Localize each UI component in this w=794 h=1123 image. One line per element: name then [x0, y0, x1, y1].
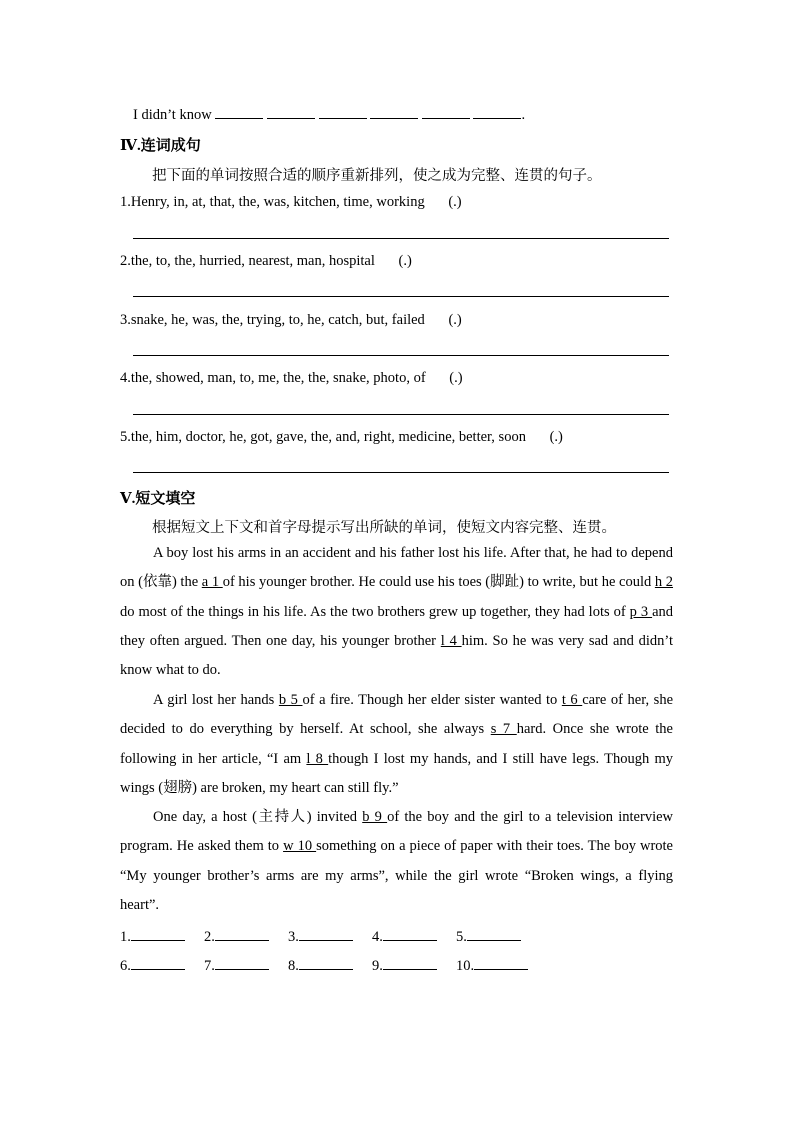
passage-paragraph-1 [120, 539, 673, 685]
intro-prefix: I didn’t know [133, 107, 212, 123]
p2-text-4: hard. Once she wrote the following in her article, “I am [120, 721, 673, 767]
p2-text-3: care of her, she decided to do everything by herself. At school, she always [120, 692, 673, 738]
question-2-text: 2.the, to, the, hurried, nearest, man, hospital [120, 253, 375, 269]
blank-7[interactable]: s 7 [490, 721, 517, 738]
blank-4[interactable]: l 4 [440, 632, 462, 649]
answer-label: 7. [204, 958, 215, 974]
blank-6[interactable]: t 6 [561, 692, 583, 708]
answer-5 [456, 928, 521, 946]
blank-1[interactable]: a 1 [201, 574, 223, 591]
question-1-end: (.) [448, 194, 462, 210]
p1-text-5: him. So he was very sad and didn’t know what to do. [120, 632, 674, 679]
question-5-end: (.) [549, 429, 563, 445]
answer-4 [372, 928, 437, 946]
p1-text-2: of his younger brother. He could use his toes (脚趾) to write, but he could [222, 574, 655, 591]
p1-text-3: do most of the things in his life. As the two brothers grew up together, they had lots of [120, 603, 630, 620]
answer-input-2[interactable] [215, 928, 269, 941]
answer-line-1[interactable] [133, 238, 669, 239]
answer-line-4[interactable] [133, 414, 669, 415]
answer-label: 4. [372, 929, 383, 945]
answer-1 [120, 928, 185, 946]
blank-2[interactable]: h 2 [654, 574, 674, 591]
p2-text-5: though I lost my hands, and I still have legs. Though my wings (翅膀) are broken, my heart can still fly.” [120, 750, 673, 796]
p3-text-1: One day, a host (主持人) invited [153, 809, 363, 825]
section4-title: Ⅳ.连词成句 [120, 138, 201, 154]
p2-text-1: A girl lost her hands [153, 692, 279, 708]
intro-blank-2[interactable] [267, 106, 315, 119]
blank-8[interactable]: l 8 [306, 750, 329, 767]
blank-5[interactable]: b 5 [278, 692, 303, 708]
intro-line [133, 106, 525, 124]
answer-7 [204, 957, 269, 975]
answer-3 [288, 928, 353, 946]
answer-2 [204, 928, 269, 946]
answer-label: 6. [120, 958, 131, 974]
intro-blank-4[interactable] [370, 106, 418, 119]
question-4-text: 4.the, showed, man, to, me, the, the, snake, photo, of [120, 370, 426, 386]
p1-text-1: A boy lost his arms in an accident and his father lost his life. After that, he had to depend on (依靠) the [120, 545, 673, 591]
intro-blank-3[interactable] [319, 106, 367, 119]
blank-3[interactable]: p 3 [629, 603, 653, 620]
intro-blank-5[interactable] [422, 106, 470, 119]
question-1-text: 1.Henry, in, at, that, the, was, kitchen, time, working [120, 194, 425, 210]
question-2 [120, 253, 412, 270]
answer-label: 8. [288, 958, 299, 974]
question-4-end: (.) [449, 370, 463, 386]
answer-input-7[interactable] [215, 957, 269, 970]
answer-label: 3. [288, 929, 299, 945]
answer-input-10[interactable] [474, 957, 528, 970]
answer-input-1[interactable] [131, 928, 185, 941]
answer-input-8[interactable] [299, 957, 353, 970]
question-5 [120, 429, 563, 446]
section5-instruction: 根据短文上下文和首字母提示写出所缺的单词，使短文内容完整、连贯。 [152, 520, 616, 536]
p1-text-4: and they often argued. Then one day, his younger brother [120, 603, 674, 649]
passage-paragraph-2 [120, 686, 673, 803]
p3-text-2: of the boy and the girl to a television interview program. He asked them to [120, 809, 674, 855]
answer-6 [120, 957, 185, 975]
answer-input-6[interactable] [131, 957, 185, 970]
question-4 [120, 370, 463, 387]
p2-text-2: of a fire. Though her elder sister wanted to [302, 692, 562, 708]
question-2-end: (.) [398, 253, 412, 269]
question-3 [120, 312, 462, 329]
answer-line-3[interactable] [133, 355, 669, 356]
blank-10[interactable]: w 10 [283, 838, 317, 855]
answer-input-4[interactable] [383, 928, 437, 941]
answer-input-9[interactable] [383, 957, 437, 970]
question-1 [120, 194, 462, 211]
intro-blank-6[interactable] [473, 106, 521, 119]
intro-end: . [521, 107, 526, 123]
answer-label: 1. [120, 929, 131, 945]
answer-label: 10. [456, 958, 475, 974]
answer-label: 9. [372, 958, 383, 974]
answer-input-5[interactable] [467, 928, 521, 941]
question-3-end: (.) [448, 312, 462, 328]
question-5-text: 5.the, him, doctor, he, got, gave, the, and, right, medicine, better, soon [120, 429, 526, 445]
answer-label: 2. [204, 929, 215, 945]
p3-text-3: something on a piece of paper with their toes. The boy wrote “My younger brother’s arms are my arms”, while the girl wrote “Broken wings, a flying heart”. [120, 838, 673, 913]
answer-line-5[interactable] [133, 472, 669, 473]
section5-title: Ⅴ.短文填空 [120, 491, 196, 507]
answer-line-2[interactable] [133, 296, 669, 297]
answer-10 [456, 957, 528, 975]
answer-input-3[interactable] [299, 928, 353, 941]
passage-paragraph-3 [120, 803, 673, 920]
section4-instruction: 把下面的单词按照合适的顺序重新排列，使之成为完整、连贯的句子。 [152, 168, 602, 184]
blank-9[interactable]: b 9 [362, 809, 388, 825]
intro-blank-1[interactable] [215, 106, 263, 119]
answer-label: 5. [456, 929, 467, 945]
question-3-text: 3.snake, he, was, the, trying, to, he, catch, but, failed [120, 312, 425, 328]
answer-9 [372, 957, 437, 975]
answer-8 [288, 957, 353, 975]
